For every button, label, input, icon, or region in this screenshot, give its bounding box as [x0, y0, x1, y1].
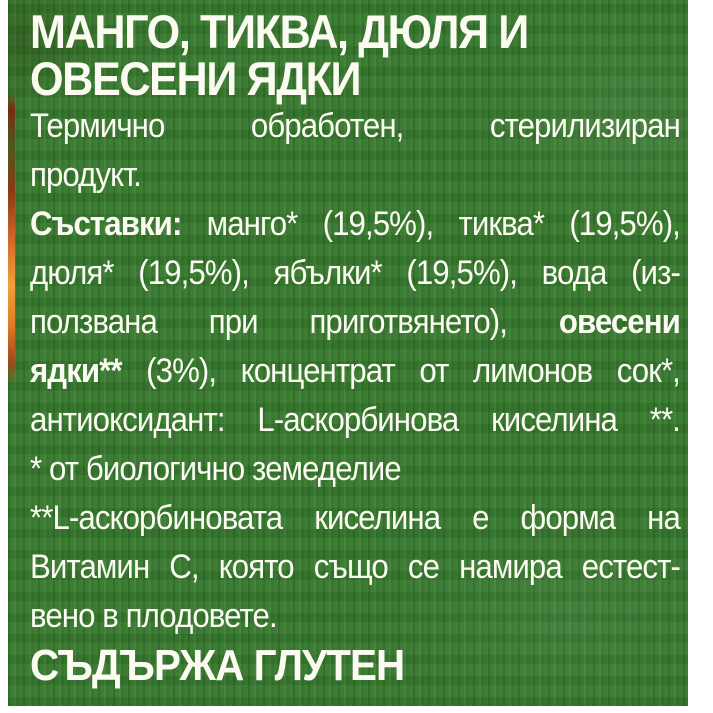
ingredients-line4: [30, 347, 680, 396]
allergen-oat-word2: ядки**: [30, 352, 122, 390]
product-title-line1: МАНГО, ТИКВА, ДЮЛЯ И: [30, 5, 528, 58]
vitamin-footnote-line2: Витамин C, която също се намира естест-: [30, 548, 680, 586]
process-statement-line2: продукт.: [30, 156, 141, 194]
allergen-oat-word1: овесени: [558, 303, 680, 341]
ingredients-line3-text: ползвана при приготвянето),: [30, 303, 508, 341]
label-text-block: [30, 5, 680, 691]
ingredients-line5: антиоксидант: L-аскорбинова киселина **.: [30, 401, 680, 439]
ingredients-line4-text: (3%), концентрат от лимонов сок*,: [146, 352, 680, 390]
ingredients-heading: Съставки:: [30, 205, 182, 243]
vitamin-footnote-line3: вено в плодовете.: [30, 597, 277, 635]
organic-footnote: * от биологично земеделие: [30, 450, 401, 488]
product-title-line2: ОВЕСЕНИ ЯДКИ: [30, 52, 361, 105]
label-background: [8, 0, 688, 706]
vitamin-footnote-line1: **L-аскорбиновата киселина е форма на: [30, 499, 680, 537]
ingredients-line3: [30, 298, 680, 347]
ingredients-line2: дюля* (19,5%), ябълки* (19,5%), вода (из-: [30, 254, 680, 292]
ingredients-line1: [30, 200, 680, 249]
process-statement-line1: Термично обработен, стерилизиран: [30, 107, 680, 145]
fruit-edge-image: [8, 92, 15, 384]
allergen-statement: СЪДЪРЖА ГЛУТЕН: [30, 641, 405, 690]
ingredients-line1-text: манго* (19,5%), тиква* (19,5%),: [206, 205, 680, 243]
